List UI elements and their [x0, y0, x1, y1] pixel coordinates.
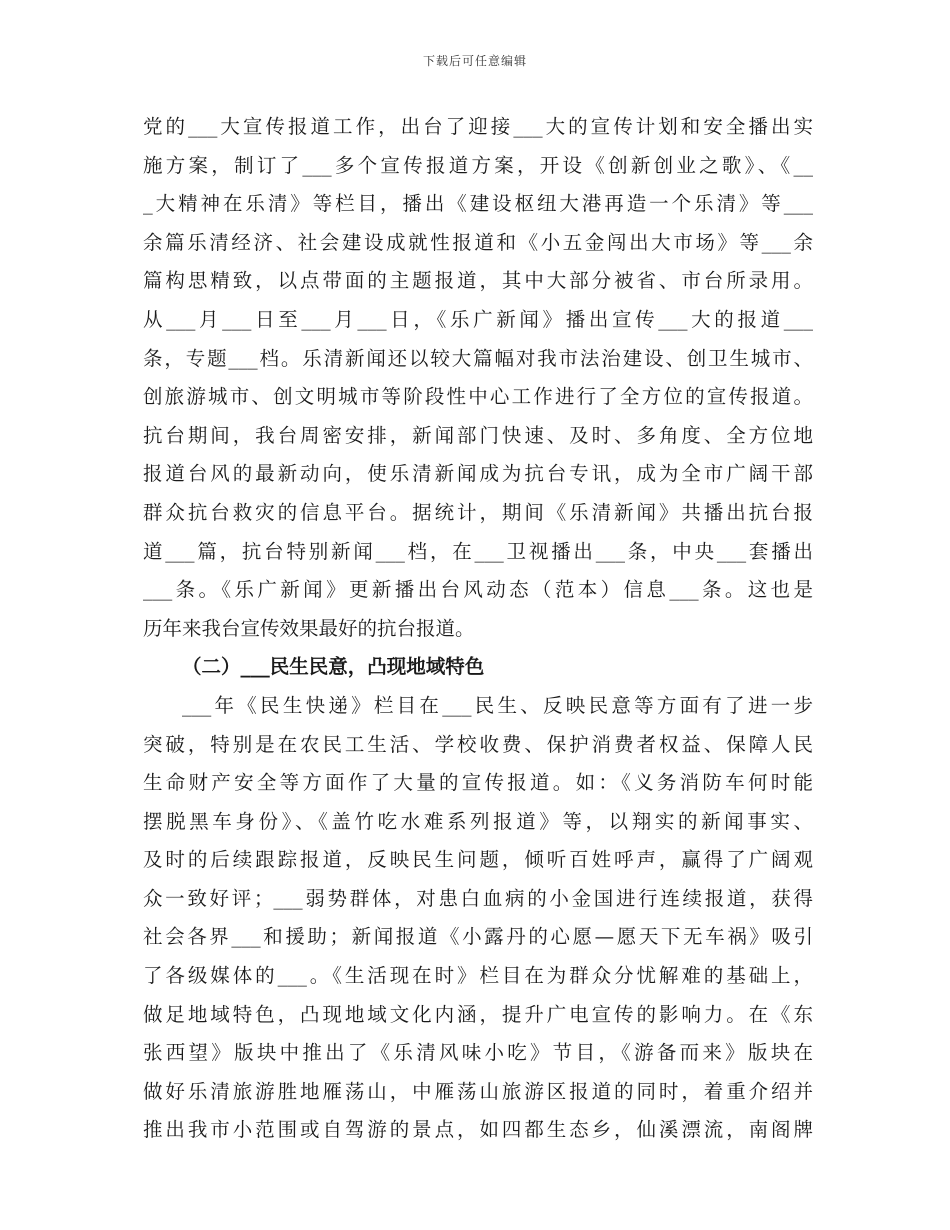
text-line: 及时的后续跟踪报道，反映民生问题，倾听百姓呼声，赢得了广阔观 [143, 848, 813, 872]
text-line: 抗台期间，我台周密安排，新闻部门快速、及时、多角度、全方位地 [143, 423, 813, 447]
text-line: 众一致好评；___弱势群体，对患白血病的小金国进行连续报道，获得 [143, 886, 813, 910]
text-line: 张西望》版块中推出了《乐清风味小吃》节目，《游备而来》版块在 [143, 1041, 813, 1065]
text-line: 条，专题___档。乐清新闻还以较大篇幅对我市法治建设、创卫生城市、 [143, 346, 813, 370]
text-line: 报道台风的最新动向，使乐清新闻成为抗台专讯，成为全市广阔干部 [143, 462, 813, 486]
page-header: 下载后可任意编辑 [422, 54, 527, 68]
text-line: ___条。《乐广新闻》更新播出台风动态（范本）信息___条。这也是 [143, 578, 813, 602]
text-line: 做好乐清旅游胜地雁荡山，中雁荡山旅游区报道的同时，着重介绍并 [143, 1079, 813, 1103]
text-line: 创旅游城市、创文明城市等阶段性中心工作进行了全方位的宣传报道。 [143, 385, 813, 409]
text-line: 摆脱黑车身份》、《盖竹吃水难系列报道》等，以翔实的新闻事实、 [143, 809, 813, 833]
text-line: 篇构思精致，以点带面的主题报道，其中大部分被省、市台所录用。 [143, 269, 813, 293]
text-line: _大精神在乐清》等栏目，播出《建设枢纽大港再造一个乐清》等___ [143, 192, 813, 216]
text-line: 做足地域特色，凸现地域文化内涵，提升广电宣传的影响力。在《东 [143, 1002, 813, 1026]
text-line-paragraph-end: 历年来我台宣传效果最好的抗台报道。 [143, 616, 475, 640]
text-line: 从___月___日至___月___日，《乐广新闻》播出宣传___大的报道___ [143, 307, 813, 331]
text-line: 施方案，制订了___多个宣传报道方案，开设《创新创业之歌》、《__ [143, 153, 813, 177]
text-line: 社会各界___和援助；新闻报道《小露丹的心愿—愿天下无车祸》吸引 [143, 925, 813, 949]
text-line: 生命财产安全等方面作了大量的宣传报道。如：《义务消防车何时能 [143, 771, 813, 795]
section-heading: （二）___民生民意，凸现地域特色 [182, 655, 485, 679]
text-line: 了各级媒体的___。《生活现在时》栏目在为群众分忧解难的基础上， [143, 964, 813, 988]
text-line-paragraph-start: ___年《民生快递》栏目在___民生、反映民意等方面有了进一步 [182, 693, 813, 717]
text-line: 党的___大宣传报道工作，出台了迎接___大的宣传计划和安全播出实 [143, 115, 813, 138]
text-line: 道___篇，抗台特别新闻___档，在___卫视播出___条，中央___套播出 [143, 539, 813, 563]
text-line: 余篇乐清经济、社会建设成就性报道和《小五金闯出大市场》等___余 [143, 230, 813, 254]
text-line: 推出我市小范围或自驾游的景点，如四都生态乡，仙溪漂流，南阁牌 [143, 1118, 813, 1142]
text-line: 突破，特别是在农民工生活、学校收费、保护消费者权益、保障人民 [143, 732, 813, 756]
document-body [143, 108, 813, 1150]
text-line: 群众抗台救灾的信息平台。据统计，期间《乐清新闻》共播出抗台报 [143, 500, 813, 524]
